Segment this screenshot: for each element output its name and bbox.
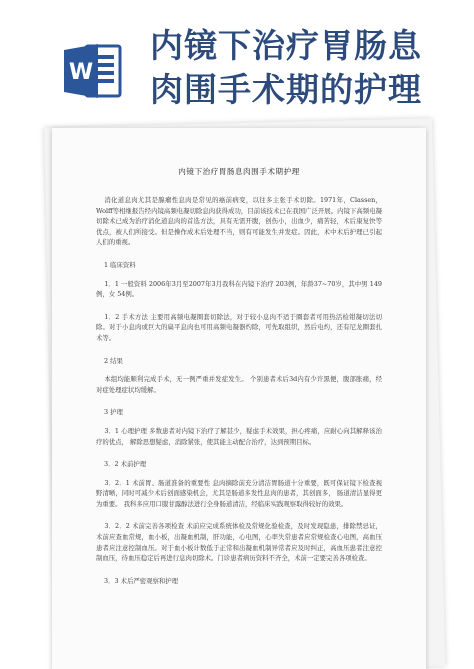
banner-title: 内镜下治疗胃肠息 肉围手术期的护理 <box>150 26 422 109</box>
document-title: 内镜下治疗胃肠息肉围手术期护理 <box>178 167 300 176</box>
subsection-heading: 3．2 术前护理 <box>104 460 147 469</box>
intro-paragraph: 消化道息肉尤其是腺瘤性息肉是常见的癌前病变，以往多主张手术切除。1971年，Classen，Wolff等相继报告经内镜高频电凝切除息肉获得成功，目前该技术已在我国广泛开展。内镜下高频电凝切除术已成为治疗消化道息肉的首选方法，具有无需开腹，创伤小，出血少，痛苦轻，术后康复快等优点，被人们所接受。但是操作成术后处理不当，则有可能发生并发症。因此，术中术后护理已引起人们的重视。 <box>96 196 382 247</box>
paragraph: 3．2．2 术前完善各项检查 术前应完成系统体检及常规化验检查，及时发现隐患，排除禁忌证，术前应查血常规，血小板，出凝血机制，肝功能，心电图，心率失常患者应常规检查心电图，高血压患者应注意控制血压。对于血小板计数低于正常和出凝血机制异常者应及时纠正，高血压患者注意控制血压，待血压稳定后再进行息肉切除术。门诊患者病历资料不齐全，术前一定要完善各项检查。 <box>96 522 382 563</box>
section-heading: 1 临床资料 <box>104 260 136 269</box>
section-heading: 2 结果 <box>104 356 123 365</box>
svg-text:W: W <box>68 60 94 85</box>
paragraph: 本组均能顺利完成手术，无一例严重并发症发生。 个别患者术后3d内有少许黑便，腹部胀痛，经对症处理症状均缓解。 <box>96 375 382 394</box>
document-page <box>52 128 426 669</box>
paragraph: 1．2 手术方法 主要用高频电凝圈套切除法，对于较小息肉不适于圈套者可用热活检钳凝切法切除。对于小息肉或巨大的扁平息肉也可用高频电凝器灼除，可先取组织，然后电灼，还有尼龙圈套扎术等。 <box>96 312 382 342</box>
paragraph-gap <box>96 509 382 521</box>
section-heading: 3 护理 <box>104 408 123 417</box>
paragraph: 3．1 心理护理 多数患者对内镜下治疗了解甚少，疑虑手术效果，担心疼痛，应耐心向其解释该治疗的优点， 解除思想疑虑，消除紧张，使其能主动配合治疗，达到预期目标。 <box>96 426 382 446</box>
word-document-icon <box>62 40 124 102</box>
subsection-heading: 3．3 术后严密观察和护理 <box>104 576 179 585</box>
paragraph: 3．2．1 术前胃、肠道准备的重要性 息肉摘除前充分清洁胃肠道十分重要，既可保证镜下检查视野清晰，同时可减少术后创面感染机会，尤其是肠道多发性息肉的患者，其创面多， 肠道清洁显得更为重要。 我科多应用口服甘露醇法进行全身肠道清洁，经临床实践观察取得较好的效果。 <box>96 478 382 508</box>
paragraph-gap <box>96 300 382 312</box>
paragraph: 1．1 一般资料 2006年3月至2007年3月我科在内镜下治疗 203例，年龄37~70岁，其中男 149例，女 54例。 <box>96 279 382 299</box>
header-banner <box>0 0 474 118</box>
